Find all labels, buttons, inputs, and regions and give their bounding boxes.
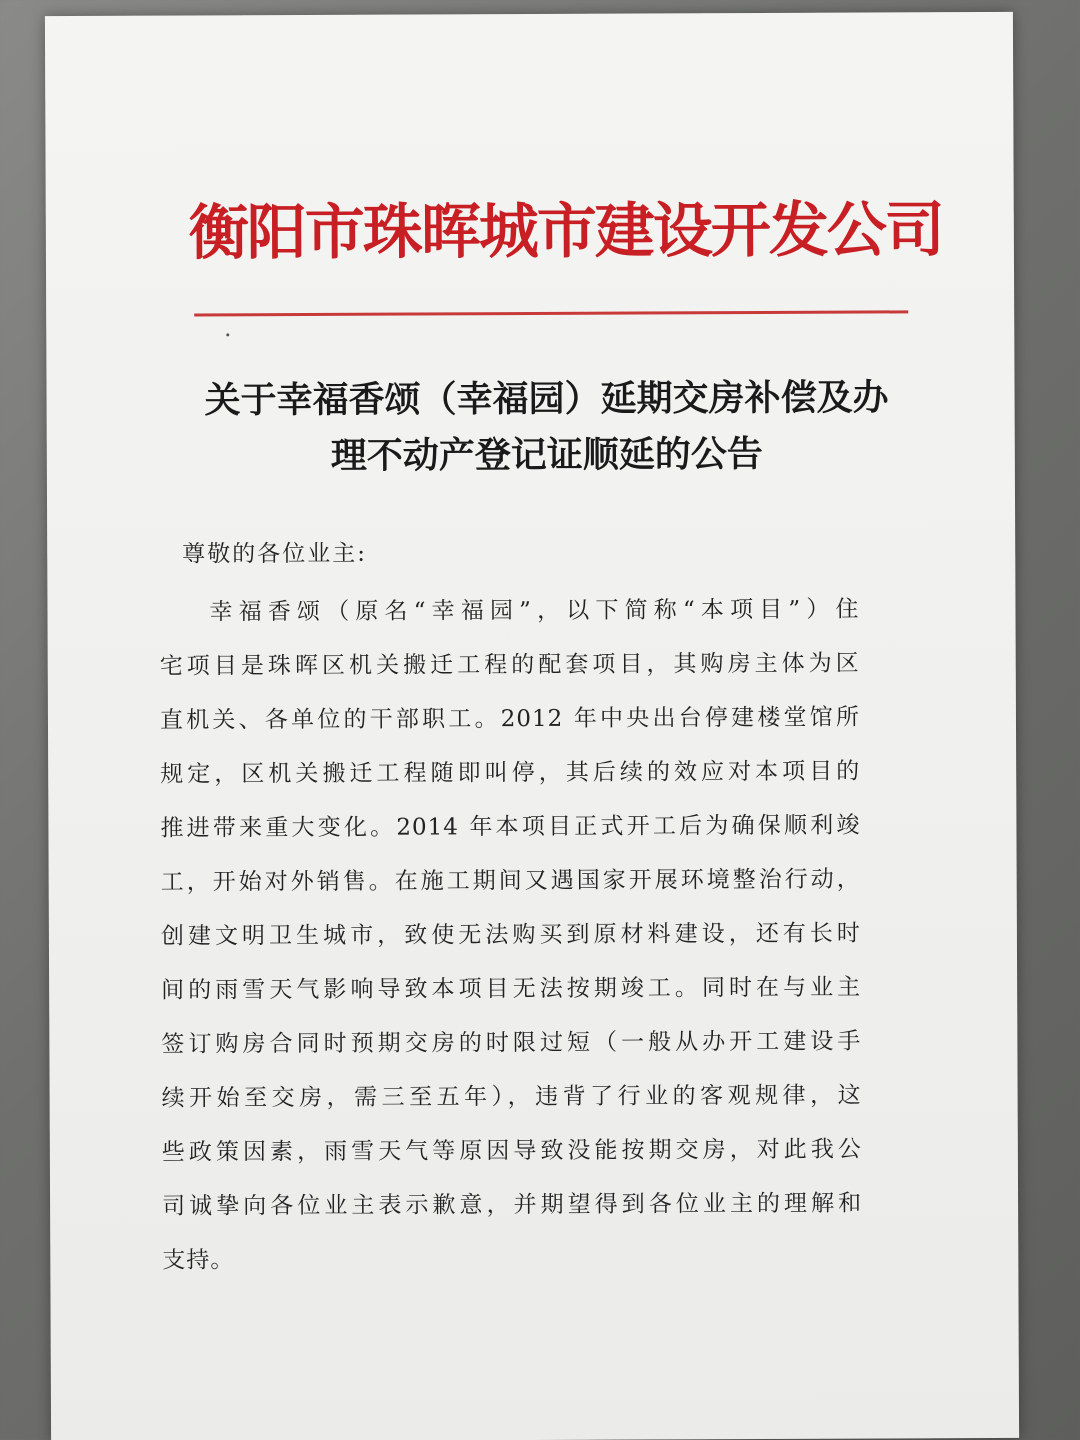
company-letterhead: 衡阳市珠晖城市建设开发公司 (188, 195, 943, 269)
body-line: 推进带来重大变化。2014 年本项目正式开工后为确保顺利竣 (160, 812, 861, 842)
letterhead-divider (194, 310, 908, 316)
body-line: 宅项目是珠晖区机关搬迁工程的配套项目，其购房主体为区 (159, 650, 860, 680)
notice-title (166, 370, 926, 485)
body-line: 工，开始对外销售。在施工期间又遇国家开展环境整治行动， (160, 866, 861, 896)
body-line: 间的雨雪天气影响导致本项目无法按期竣工。同时在与业主 (161, 974, 862, 1004)
body-line: 幸福香颂（原名“幸福园”，以下简称“本项目”）住 (209, 596, 860, 626)
notice-document (45, 12, 1019, 1440)
body-line: 创建文明卫生城市，致使无法购买到原材料建设，还有长时 (160, 920, 861, 950)
body-line: 规定，区机关搬迁工程随即叫停，其后续的效应对本项目的 (160, 758, 861, 788)
title-line: 关于幸福香颂（幸福园）延期交房补偿及办 (204, 377, 889, 422)
body-line: 续开始至交房，需三至五年），违背了行业的客观规律，这 (161, 1082, 862, 1112)
body-line: 签订购房合同时预期交房的时限过短（一般从办开工建设手 (161, 1028, 862, 1058)
notice-body (159, 583, 862, 1288)
body-line: 直机关、各单位的干部职工。2012 年中央出台停建楼堂馆所 (159, 704, 861, 734)
salutation: 尊敬的各位业主: (182, 540, 368, 568)
body-line: 支持。 (162, 1247, 235, 1274)
title-line: 理不动产登记证顺延的公告 (330, 433, 763, 477)
body-line: 司诚挚向各位业主表示歉意，并期望得到各位业主的理解和 (162, 1190, 863, 1220)
body-line: 些政策因素，雨雪天气等原因导致没能按期交房，对此我公 (161, 1136, 862, 1166)
paper-speck (226, 333, 229, 336)
